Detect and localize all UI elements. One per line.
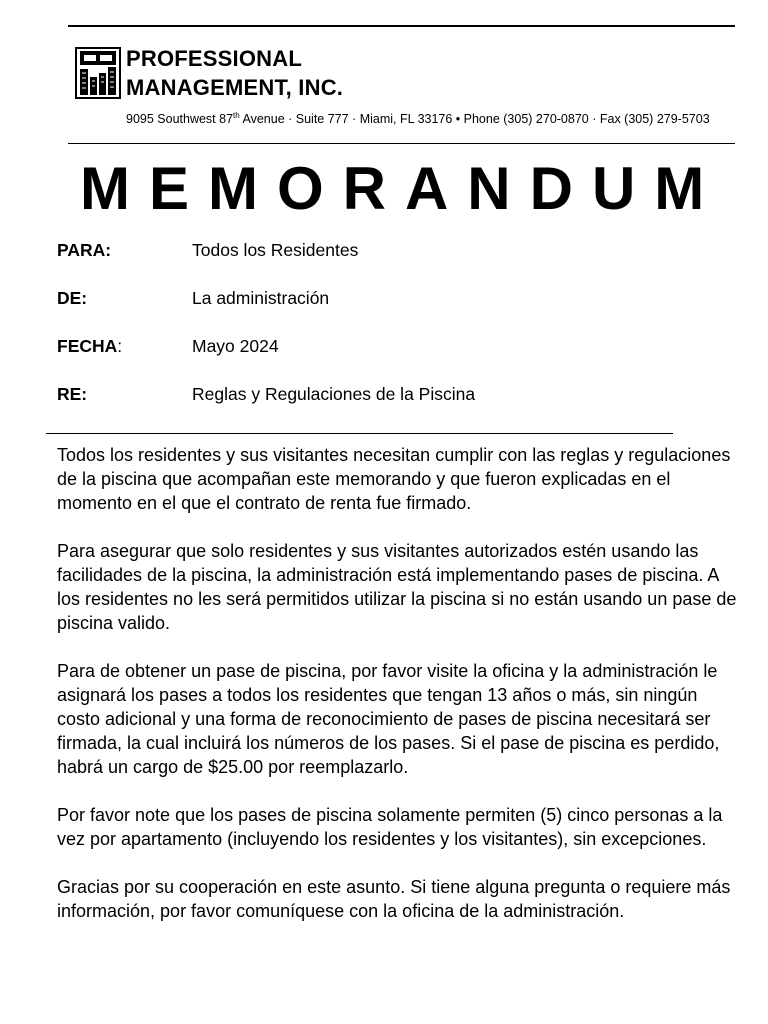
- company-name-line2: MANAGEMENT, INC.: [126, 75, 344, 100]
- date-value: Mayo 2024: [192, 336, 279, 356]
- to-label: PARA:: [57, 240, 112, 260]
- re-value: Reglas y Regulaciones de la Piscina: [192, 384, 476, 404]
- header-date-row: [57, 336, 717, 360]
- to-value: Todos los Residentes: [192, 240, 359, 260]
- header-to-row: [57, 240, 717, 264]
- date-label-colon: :: [117, 336, 123, 356]
- header-from-row: [57, 288, 717, 312]
- address-divider: [68, 143, 735, 144]
- body-paragraph: Para asegurar que solo residentes y sus visitantes autorizados estén usando las facilidades de la piscina, la administración está implementando pases de piscina. A los residentes no les será permitidos utilizar la piscina si no están usando un pase de piscina valido.: [57, 541, 737, 633]
- re-label: RE:: [57, 384, 88, 404]
- top-divider: [68, 25, 735, 27]
- date-label-text: FECHA: [57, 336, 118, 356]
- address-prefix: 9095 Southwest 87: [126, 112, 234, 127]
- header-re-row: [57, 384, 717, 408]
- body-paragraph: Todos los residentes y sus visitantes necesitan cumplir con las reglas y regulaciones de la piscina que acompañan este memorando y que fueron explicadas en el momento en el que el contrato de renta fue firmado.: [57, 445, 731, 513]
- address-superscript: th: [233, 111, 240, 120]
- body-paragraph: Por favor note que los pases de piscina solamente permiten (5) cinco personas a la vez por apartamento (incluyendo los residentes y los visitantes), sin excepciones.: [57, 805, 723, 849]
- memo-body: [57, 443, 737, 947]
- date-label: [57, 336, 122, 357]
- company-address: [126, 111, 710, 126]
- company-name: [126, 44, 343, 102]
- city-buildings-logo-icon: [75, 47, 121, 99]
- address-suffix: Avenue · Suite 777 · Miami, FL 33176 • Phone (305) 270-0870 · Fax (305) 279-5703: [239, 112, 710, 127]
- body-paragraph: Para de obtener un pase de piscina, por favor visite la oficina y la administración le asignará los pases a todos los residentes que tengan 13 años o más, sin ningún costo adicional y una forma de reconocimiento de pases de piscina necesitará ser firmada, la cual incluirá los números de los pases. Si el pase de piscina es perdido, habrá un cargo de $25.00 por reemplazarlo.: [57, 661, 720, 777]
- header-divider: [46, 433, 673, 434]
- body-paragraph: Gracias por su cooperación en este asunto. Si tiene alguna pregunta o requiere más información, por favor comuníquese con la oficina de la administración.: [57, 877, 731, 921]
- memo-title: MEMORANDUM: [80, 155, 724, 222]
- from-label: DE:: [57, 288, 88, 308]
- from-value: La administración: [192, 288, 330, 308]
- company-name-line1: PROFESSIONAL: [126, 46, 302, 71]
